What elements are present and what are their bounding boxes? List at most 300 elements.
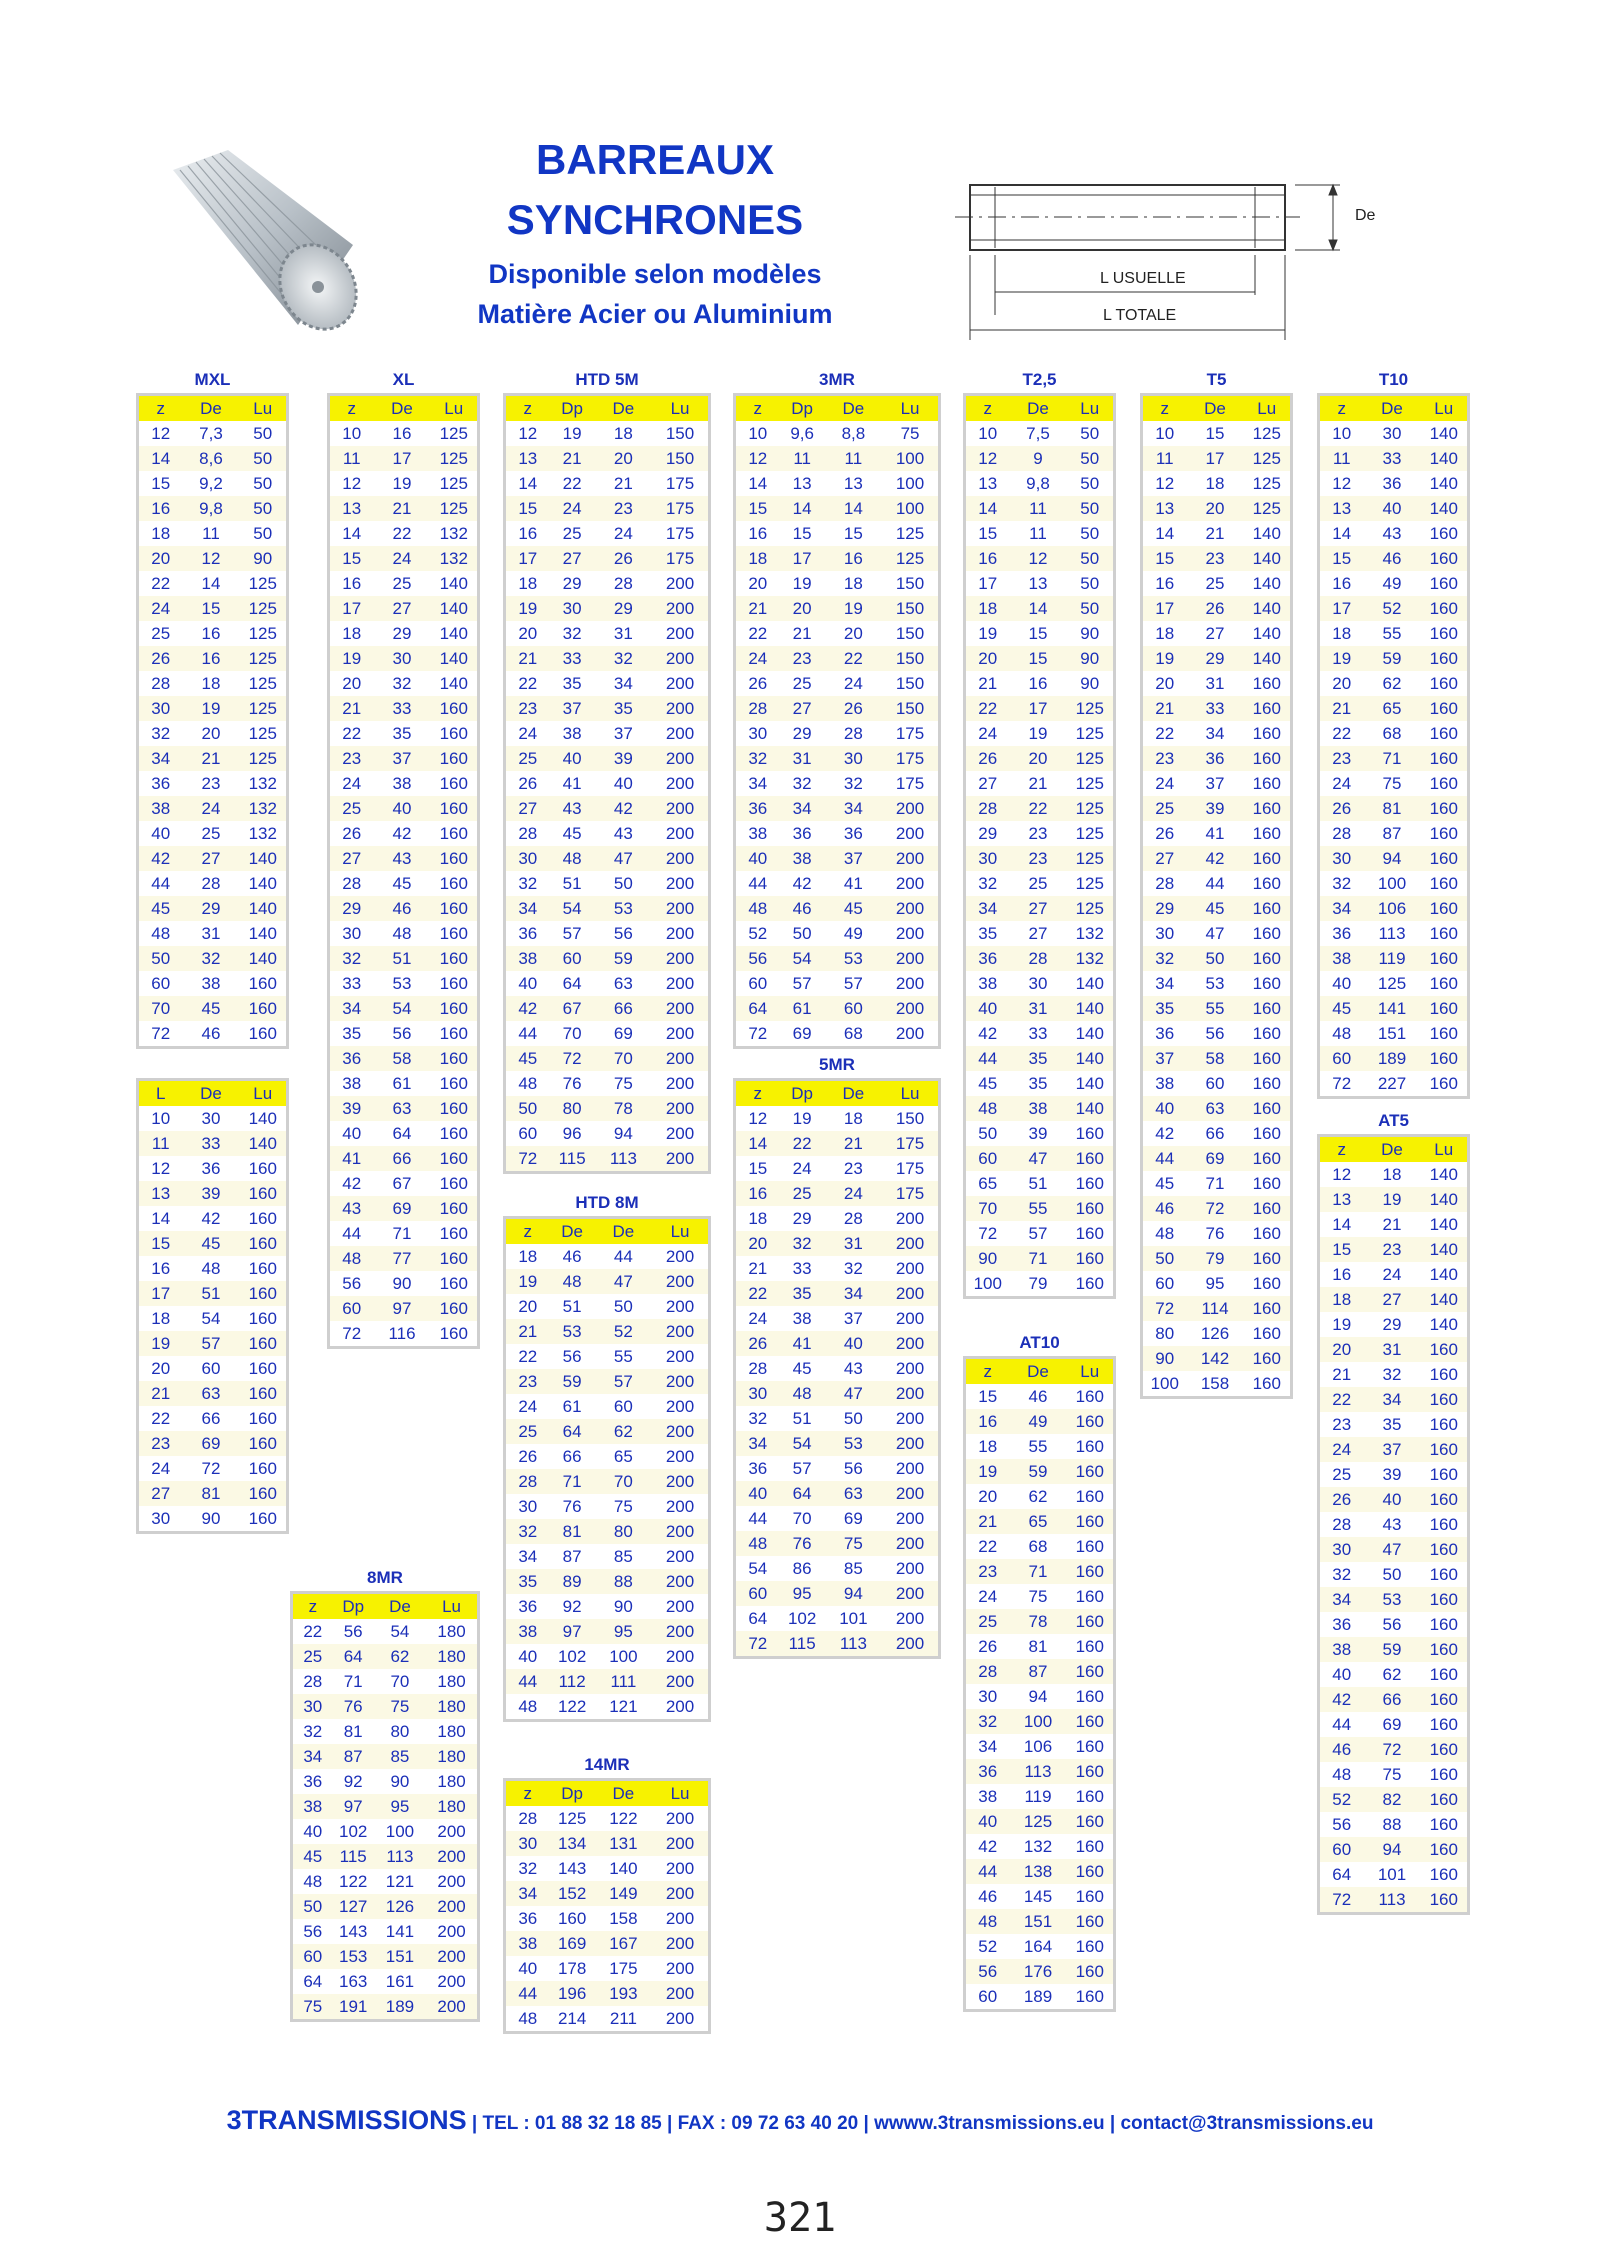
- table-row: [735, 1206, 940, 1231]
- table-cell: 132: [1067, 946, 1115, 971]
- table-cell: 14: [1332, 523, 1352, 543]
- table-cell: 42: [201, 1208, 221, 1228]
- table-cell: 24: [550, 496, 595, 521]
- page-title-line2: SYNCHRONES: [506, 196, 804, 243]
- table-cell: 140: [1075, 1073, 1104, 1093]
- table-cell: 160: [1429, 1664, 1458, 1684]
- table-cell: 64: [748, 1608, 768, 1628]
- table-cell: 53: [550, 1319, 595, 1344]
- table-cell: 145: [1023, 1886, 1053, 1906]
- table-cell: 143: [339, 1921, 368, 1941]
- table-row: [965, 1659, 1115, 1684]
- table-cell: 15: [843, 523, 863, 543]
- table-cell: 34: [1155, 973, 1175, 993]
- table-cell: 160: [439, 1073, 468, 1093]
- table-header-row: [329, 395, 479, 422]
- table-cell: 13: [843, 473, 863, 493]
- table-cell: 40: [1364, 1487, 1421, 1512]
- table-cell: 51: [1028, 1173, 1048, 1193]
- table-row: [292, 1919, 479, 1944]
- table-cell: 32: [1382, 1364, 1402, 1384]
- table-cell: 36: [792, 823, 812, 843]
- table-cell: 72: [1332, 1073, 1352, 1093]
- table-cell: 32: [518, 1858, 538, 1878]
- table-cell: 200: [652, 1096, 709, 1121]
- table-row: [329, 771, 479, 796]
- table-cell: 160: [431, 1296, 479, 1321]
- spec-table-t5: [1140, 367, 1293, 1399]
- table-cell: 18: [518, 1246, 538, 1266]
- table-cell: 38: [201, 973, 221, 993]
- table-cell: 160: [1075, 1886, 1104, 1906]
- table-cell: 39: [1028, 1123, 1048, 1143]
- table-row: [329, 1121, 479, 1146]
- table-cell: 200: [665, 1858, 695, 1878]
- table-cell: 44: [1205, 873, 1225, 893]
- table-cell: 160: [1421, 946, 1469, 971]
- table-cell: 38: [505, 1619, 550, 1644]
- table-cell: 30: [1155, 923, 1175, 943]
- table-cell: 32: [792, 773, 812, 793]
- table-cell: 200: [665, 623, 695, 643]
- column-header: Lu: [882, 395, 939, 422]
- table-cell: 24: [374, 546, 431, 571]
- table-cell: 23: [1319, 746, 1364, 771]
- table-row: [735, 621, 940, 646]
- table-cell: 121: [609, 1696, 638, 1716]
- table-row: [138, 921, 288, 946]
- table-cell: 158: [609, 1908, 638, 1928]
- table-cell: 25: [562, 523, 582, 543]
- table-row: [1319, 746, 1469, 771]
- table-cell: 150: [895, 1108, 925, 1128]
- table-cell: 16: [183, 646, 240, 671]
- table-cell: 20: [518, 623, 538, 643]
- table-cell: 26: [342, 823, 362, 843]
- table-cell: 90: [613, 1596, 633, 1616]
- table-cell: 160: [1075, 1986, 1104, 2006]
- table-cell: 125: [557, 1808, 587, 1828]
- table-cell: 18: [151, 523, 171, 543]
- table-cell: 160: [1067, 1146, 1115, 1171]
- table-cell: 141: [385, 1921, 415, 1941]
- table-cell: 30: [978, 1686, 998, 1706]
- table-cell: 24: [613, 523, 633, 543]
- table-cell: 11: [202, 523, 220, 543]
- table-cell: 60: [825, 996, 882, 1021]
- table-cell: 56: [392, 1023, 412, 1043]
- table-cell: 140: [1067, 1046, 1115, 1071]
- table-cell: 160: [1244, 696, 1292, 721]
- table-cell: 50: [1080, 573, 1100, 593]
- table-row: [965, 1884, 1115, 1909]
- table-cell: 50: [138, 946, 183, 971]
- table-cell: 160: [1244, 746, 1292, 771]
- table-row: [1319, 871, 1469, 896]
- table-cell: 43: [550, 796, 595, 821]
- table-row: [1319, 1212, 1469, 1237]
- table-row: [329, 1071, 479, 1096]
- table-cell: 200: [895, 1308, 925, 1328]
- table-cell: 160: [240, 1381, 288, 1406]
- table-row: [329, 571, 479, 596]
- table-cell: 29: [792, 1208, 812, 1228]
- table-cell: 16: [1155, 573, 1175, 593]
- table-cell: 72: [1142, 1296, 1187, 1321]
- table-cell: 22: [978, 1536, 998, 1556]
- table-cell: 126: [1200, 1323, 1230, 1343]
- table-cell: 50: [613, 1296, 633, 1316]
- table-row: [735, 796, 940, 821]
- table-cell: 18: [965, 596, 1010, 621]
- table-row: [1142, 496, 1292, 521]
- table-cell: 160: [439, 973, 468, 993]
- table-cell: 54: [390, 1621, 410, 1641]
- table-row: [138, 646, 288, 671]
- table-cell: 54: [780, 946, 825, 971]
- table-row: [1142, 471, 1292, 496]
- table-cell: 10: [1332, 423, 1352, 443]
- table-cell: 21: [374, 496, 431, 521]
- table-row: [965, 1071, 1115, 1096]
- table-cell: 70: [595, 1469, 652, 1494]
- table-cell: 88: [1382, 1814, 1402, 1834]
- table-cell: 23: [505, 696, 550, 721]
- table-cell: 100: [1010, 1709, 1067, 1734]
- table-row: [1142, 621, 1292, 646]
- column-header: Lu: [652, 1218, 709, 1245]
- table-cell: 100: [385, 1821, 415, 1841]
- table-cell: 21: [1028, 773, 1048, 793]
- table-cell: 200: [882, 1531, 939, 1556]
- table-row: [329, 746, 479, 771]
- table-cell: 76: [1205, 1223, 1225, 1243]
- table-cell: 9: [1010, 446, 1067, 471]
- table-cell: 114: [1187, 1296, 1244, 1321]
- table-cell: 200: [895, 1558, 925, 1578]
- table-row: [735, 571, 940, 596]
- table-header-row: [735, 1080, 940, 1107]
- table-cell: 54: [550, 896, 595, 921]
- table-row: [1142, 796, 1292, 821]
- table-cell: 140: [1067, 1096, 1115, 1121]
- table-cell: 53: [825, 946, 882, 971]
- table-cell: 22: [1010, 796, 1067, 821]
- table-row: [965, 1909, 1115, 1934]
- table-cell: 25: [329, 796, 374, 821]
- table-row: [505, 746, 710, 771]
- table-cell: 64: [1332, 1864, 1352, 1884]
- table-cell: 8,8: [841, 423, 866, 443]
- table-row: [735, 871, 940, 896]
- table-cell: 42: [1187, 846, 1244, 871]
- table-row: [735, 921, 940, 946]
- table-row: [735, 1281, 940, 1306]
- table-cell: 140: [248, 873, 277, 893]
- table-cell: 160: [248, 1458, 277, 1478]
- table-row: [138, 421, 288, 446]
- table-cell: 24: [183, 796, 240, 821]
- table-row: [329, 846, 479, 871]
- table-cell: 31: [825, 1231, 882, 1256]
- table-cell: 167: [595, 1931, 652, 1956]
- table-row: [138, 1381, 288, 1406]
- table-row: [1319, 1587, 1469, 1612]
- table-header-row: [1319, 1136, 1469, 1163]
- table-caption: AT10: [1019, 1333, 1060, 1352]
- table-cell: 64: [333, 1644, 374, 1669]
- table-row: [1319, 771, 1469, 796]
- table-cell: 19: [1319, 646, 1364, 671]
- table-cell: 160: [1421, 1737, 1469, 1762]
- table-cell: 115: [780, 1631, 825, 1658]
- table-row: [1319, 1462, 1469, 1487]
- table-row: [505, 1881, 710, 1906]
- table-row: [965, 1121, 1115, 1146]
- table-cell: 23: [843, 1158, 863, 1178]
- table-cell: 160: [240, 1231, 288, 1256]
- table-cell: 19: [183, 696, 240, 721]
- table-cell: 71: [1010, 1559, 1067, 1584]
- table-row: [1319, 1537, 1469, 1562]
- table-cell: 160: [248, 1308, 277, 1328]
- table-cell: 36: [843, 823, 863, 843]
- table-cell: 28: [965, 1659, 1010, 1684]
- table-cell: 140: [1421, 446, 1469, 471]
- table-cell: 53: [1205, 973, 1225, 993]
- table-cell: 45: [505, 1046, 550, 1071]
- table-cell: 41: [562, 773, 582, 793]
- table-cell: 64: [735, 996, 780, 1021]
- table-cell: 175: [609, 1958, 638, 1978]
- table-cell: 17: [329, 596, 374, 621]
- table-row: [329, 1246, 479, 1271]
- table-cell: 132: [1023, 1836, 1053, 1856]
- table-row: [965, 1221, 1115, 1246]
- table-row: [1142, 1121, 1292, 1146]
- table-cell: 40: [151, 823, 171, 843]
- table-cell: 200: [895, 973, 925, 993]
- table-cell: 20: [735, 1231, 780, 1256]
- table-cell: 48: [329, 1246, 374, 1271]
- table-cell: 34: [1205, 723, 1225, 743]
- table-cell: 54: [201, 1308, 221, 1328]
- table-cell: 52: [595, 1319, 652, 1344]
- table-row: [1142, 696, 1292, 721]
- table-cell: 160: [431, 796, 479, 821]
- table-cell: 48: [151, 923, 171, 943]
- table-row: [505, 1544, 710, 1569]
- table-row: [965, 846, 1115, 871]
- table-cell: 72: [201, 1458, 221, 1478]
- table-cell: 10: [978, 423, 998, 443]
- table-cell: 95: [374, 1794, 426, 1819]
- table-row: [505, 621, 710, 646]
- table-cell: 14: [965, 496, 1010, 521]
- table-row: [505, 1981, 710, 2006]
- spec-table-t10: [1317, 367, 1470, 1099]
- table-cell: 113: [595, 1146, 652, 1173]
- table-cell: 81: [343, 1721, 363, 1741]
- table-cell: 160: [1067, 1609, 1115, 1634]
- table-row: [138, 1356, 288, 1381]
- table-cell: 141: [1364, 996, 1421, 1021]
- column-header: De: [595, 395, 652, 422]
- table-cell: 45: [825, 896, 882, 921]
- table-cell: 15: [978, 1386, 998, 1406]
- table-cell: 16: [735, 1181, 780, 1206]
- table-cell: 25: [505, 746, 550, 771]
- table-cell: 18: [843, 573, 863, 593]
- column-header: De: [595, 1218, 652, 1245]
- table-cell: 44: [1332, 1714, 1352, 1734]
- table-cell: 140: [609, 1858, 638, 1878]
- table-cell: 64: [303, 1971, 323, 1991]
- table-row: [735, 1356, 940, 1381]
- table-caption: 5MR: [819, 1055, 855, 1074]
- table-cell: 70: [792, 1508, 812, 1528]
- table-row: [138, 971, 288, 996]
- column-header: Lu: [240, 1080, 288, 1107]
- table-cell: 200: [882, 1381, 939, 1406]
- table-row: [735, 821, 940, 846]
- table-row: [1142, 871, 1292, 896]
- table-row: [1319, 1787, 1469, 1812]
- table-cell: 140: [240, 1131, 288, 1156]
- table-cell: 62: [1382, 673, 1402, 693]
- table-cell: 48: [550, 1269, 595, 1294]
- table-cell: 101: [1377, 1864, 1407, 1884]
- table-cell: 160: [1067, 1759, 1115, 1784]
- table-cell: 45: [1187, 896, 1244, 921]
- table-cell: 125: [240, 646, 288, 671]
- column-header: Dp: [780, 1080, 825, 1107]
- table-cell: 12: [748, 1108, 768, 1128]
- table-cell: 45: [562, 823, 582, 843]
- table-cell: 11: [1010, 496, 1067, 521]
- table-cell: 51: [792, 1408, 812, 1428]
- table-cell: 45: [792, 1358, 812, 1378]
- table-cell: 160: [1429, 773, 1458, 793]
- table-cell: 153: [333, 1944, 374, 1969]
- table-cell: 56: [1205, 1023, 1225, 1043]
- table-row: [965, 1484, 1115, 1509]
- table-cell: 113: [1364, 1887, 1421, 1914]
- table-cell: 23: [780, 646, 825, 671]
- table-cell: 160: [1421, 1387, 1469, 1412]
- column-header: De: [1010, 395, 1067, 422]
- table-cell: 160: [1067, 1559, 1115, 1584]
- table-cell: 175: [895, 1158, 925, 1178]
- table-row: [1319, 846, 1469, 871]
- table-cell: 119: [1024, 1786, 1052, 1806]
- table-row: [735, 646, 940, 671]
- table-cell: 34: [965, 896, 1010, 921]
- table-cell: 36: [1382, 473, 1402, 493]
- table-cell: 160: [1067, 1809, 1115, 1834]
- table-cell: 140: [1429, 423, 1458, 443]
- table-cell: 175: [882, 746, 939, 771]
- table-cell: 80: [1155, 1323, 1175, 1343]
- table-cell: 160: [248, 1408, 277, 1428]
- table-cell: 200: [665, 923, 695, 943]
- table-cell: 200: [882, 1431, 939, 1456]
- table-row: [329, 996, 479, 1021]
- table-cell: 50: [1067, 546, 1115, 571]
- table-cell: 31: [201, 923, 221, 943]
- table-cell: 28: [201, 873, 221, 893]
- table-cell: 32: [392, 673, 412, 693]
- table-cell: 32: [843, 1258, 863, 1278]
- table-cell: 40: [825, 1331, 882, 1356]
- table-cell: 160: [1252, 723, 1281, 743]
- table-cell: 160: [1075, 1686, 1104, 1706]
- table-row: [965, 1434, 1115, 1459]
- table-row: [1319, 521, 1469, 546]
- table-cell: 160: [1421, 1046, 1469, 1071]
- table-cell: 160: [248, 1023, 277, 1043]
- table-cell: 160: [1075, 1536, 1104, 1556]
- table-cell: 45: [292, 1844, 333, 1869]
- spec-table-htd8m: [503, 1190, 711, 1722]
- table-row: [965, 1046, 1115, 1071]
- table-cell: 150: [882, 596, 939, 621]
- table-cell: 200: [882, 796, 939, 821]
- label-l-totale: L TOTALE: [1103, 307, 1177, 324]
- table-cell: 100: [1150, 1373, 1179, 1393]
- table-cell: 19: [392, 473, 412, 493]
- table-cell: 19: [978, 623, 998, 643]
- column-header: De: [183, 395, 240, 422]
- table-cell: 50: [843, 1408, 863, 1428]
- table-row: [138, 696, 288, 721]
- table-cell: 14: [518, 473, 538, 493]
- table-cell: 18: [978, 1436, 998, 1456]
- table-cell: 9,6: [790, 423, 814, 443]
- table-row: [138, 471, 288, 496]
- table-cell: 30: [342, 923, 362, 943]
- table-cell: 13: [1142, 496, 1187, 521]
- table-cell: 200: [652, 1269, 709, 1294]
- table-row: [1142, 1171, 1292, 1196]
- table-cell: 160: [1429, 1023, 1458, 1043]
- table-cell: 38: [138, 796, 183, 821]
- table-row: [292, 1769, 479, 1794]
- table-cell: 18: [342, 623, 362, 643]
- table-cell: 60: [978, 1986, 998, 2006]
- table-cell: 140: [439, 673, 468, 693]
- page-number: 321: [763, 2195, 837, 2241]
- table-cell: 200: [895, 1258, 925, 1278]
- column-header: Lu: [1067, 395, 1115, 422]
- table-row: [292, 1719, 479, 1744]
- table-cell: 160: [439, 1123, 468, 1143]
- table-row: [1319, 1712, 1469, 1737]
- table-cell: 18: [201, 673, 221, 693]
- table-row: [292, 1869, 479, 1894]
- table-cell: 160: [431, 846, 479, 871]
- table-row: [1142, 1071, 1292, 1096]
- table-cell: 29: [562, 573, 582, 593]
- table-row: [138, 721, 288, 746]
- table-cell: 39: [329, 1096, 374, 1121]
- table-cell: 160: [1429, 1073, 1458, 1093]
- table-cell: 9,8: [183, 496, 240, 521]
- table-cell: 15: [978, 523, 998, 543]
- table-cell: 69: [374, 1196, 431, 1221]
- table-cell: 24: [735, 646, 780, 671]
- table-cell: 160: [1421, 1587, 1469, 1612]
